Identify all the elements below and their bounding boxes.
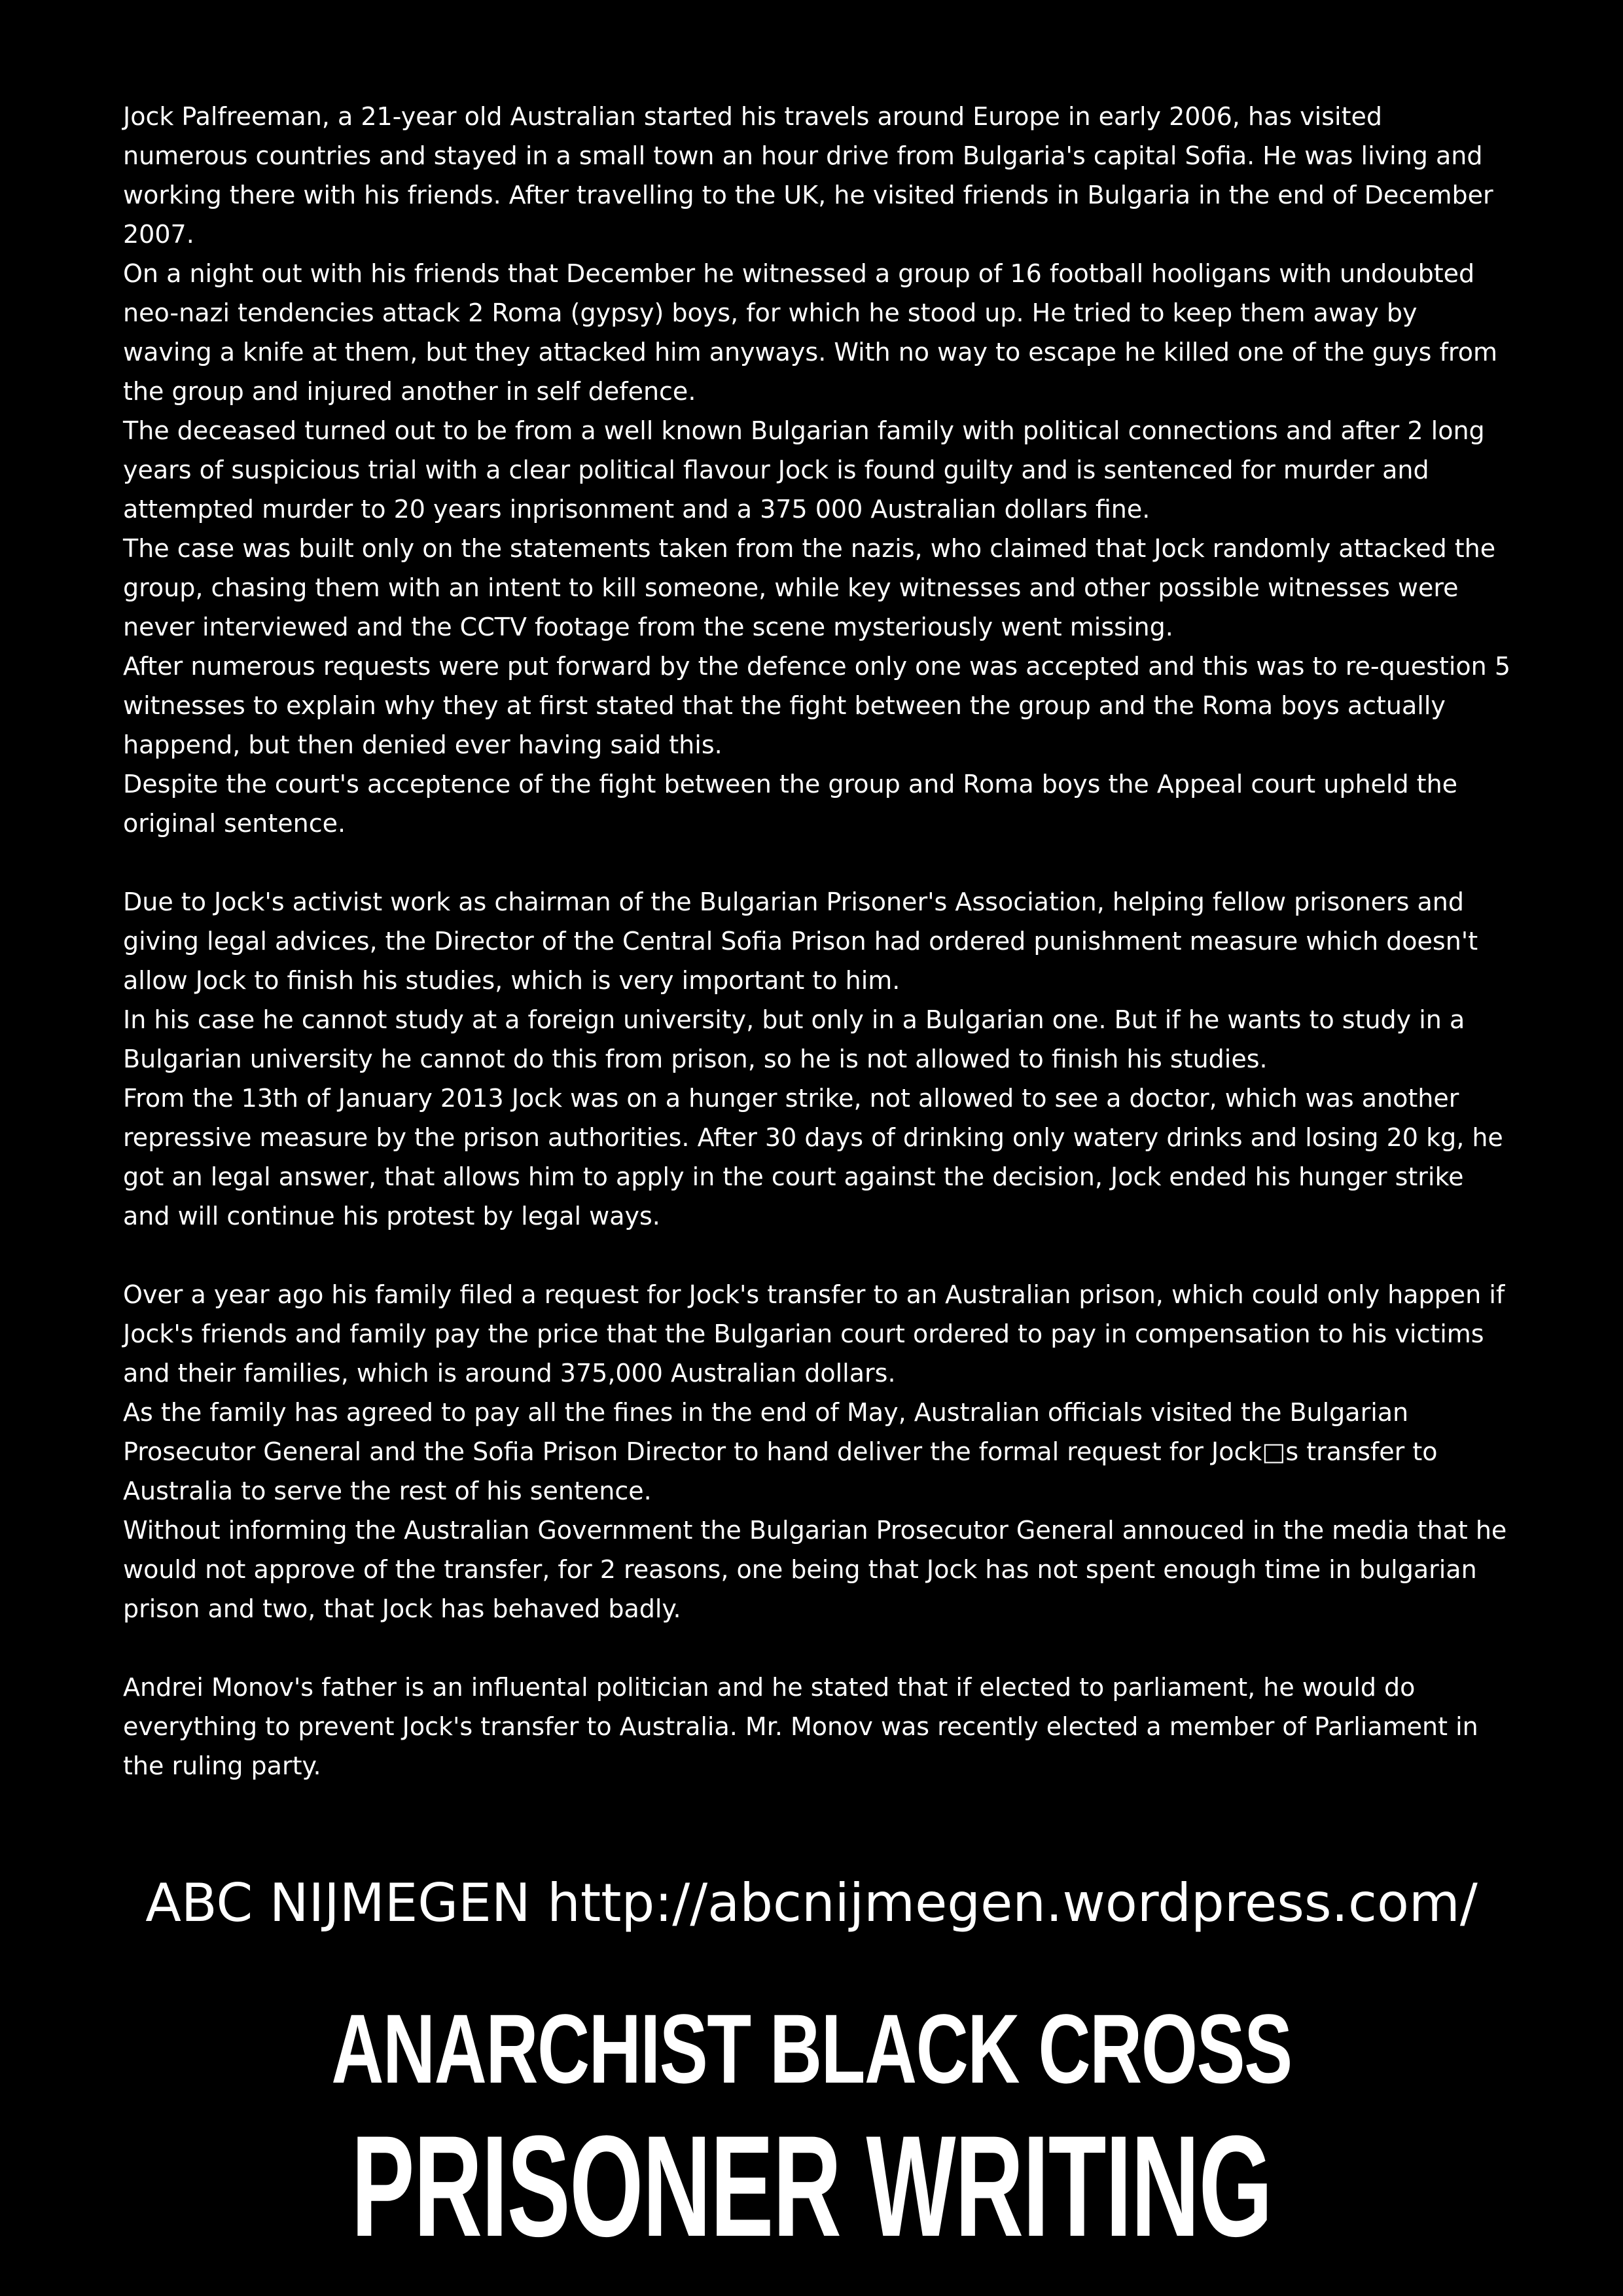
paragraph: The case was built only on the statements taken from the nazis, who claimed that Jock randomly attacked the group, chasing them with an intent to kill someone, while key witnesses and other possible witnesses were never interviewed and the CCTV footage from the scene mysteriously went missing.	[123, 534, 1496, 641]
section-case-background	[123, 97, 1510, 843]
paragraph: Despite the court's acceptence of the fight between the group and Roma boys the Appeal court upheld the original sentence.	[123, 770, 1458, 838]
paragraph: Due to Jock's activist work as chairman of the Bulgarian Prisoner's Association, helping fellow prisoners and giving legal advices, the Director of the Central Sofia Prison had ordered punishment measure which doesn't allow Jock to finish his studies, which is very important to him.	[123, 888, 1478, 995]
paragraph: On a night out with his friends that December he witnessed a group of 16 football hooligans with undoubted neo-nazi tendencies attack 2 Roma (gypsy) boys, for which he stood up. He tried to keep them away by waving a knife at them, but they attacked him anyways. With no way to escape he killed one of the guys from the group and injured another in self defence.	[123, 259, 1497, 406]
paragraph: From the 13th of January 2013 Jock was on a hunger strike, not allowed to see a doctor, which was another repressive measure by the prison authorities. After 30 days of drinking only watery drinks and losing 20 kg, he got an legal answer, that allows him to apply in the court against the decision, Jock ended his hunger strike and will continue his protest by legal ways.	[123, 1084, 1503, 1230]
paragraph: The deceased turned out to be from a well known Bulgarian family with political connections and after 2 long years of suspicious trial with a clear political flavour Jock is found guilty and is sentenced for murder and attempted murder to 20 years inprisonment and a 375 000 Australian dollars fine.	[123, 416, 1485, 524]
paragraph: Without informing the Australian Government the Bulgarian Prosecutor General annouced in the media that he would not approve of the transfer, for 2 reasons, one being that Jock has not spent enough time in bulgarian prison and two, that Jock has behaved badly.	[123, 1516, 1507, 1623]
abc-logo	[0, 1990, 1623, 2265]
article-body	[123, 97, 1510, 1785]
logo-subtitle-line: PRISONER WRITING	[351, 2106, 1272, 2267]
paragraph: Jock Palfreeman, a 21-year old Australian started his travels around Europe in early 2006, has visited numerous countries and stayed in a small town an hour drive from Bulgaria's capital Sofia. He was living and working there with his friends. After travelling to the UK, he visited friends in Bulgaria in the end of December 2007.	[123, 102, 1493, 249]
logo-title-line: ANARCHIST BLACK CROSS	[331, 1994, 1292, 2104]
section-monov	[123, 1668, 1510, 1785]
section-transfer-request	[123, 1275, 1510, 1628]
paragraph: Andrei Monov's father is an influental politician and he stated that if elected to parliament, he would do everything to prevent Jock's transfer to Australia. Mr. Monov was recently elected a member of Parliament in the ruling party.	[123, 1673, 1478, 1780]
paragraph: In his case he cannot study at a foreign university, but only in a Bulgarian one. But if he wants to study in a Bulgarian university he cannot do this from prison, so he is not allowed to finish his studies.	[123, 1005, 1465, 1073]
contact-line: ABC NIJMEGEN http://abcnijmegen.wordpress.com/	[145, 1873, 1478, 1933]
paragraph: After numerous requests were put forward by the defence only one was accepted and this was to re-question 5 witnesses to explain why they at first stated that the fight between the group and the Roma boys actually happend, but then denied ever having said this.	[123, 652, 1511, 759]
section-prison-activism	[123, 882, 1510, 1236]
paragraph: Over a year ago his family filed a request for Jock's transfer to an Australian prison, which could only happen if Jock's friends and family pay the price that the Bulgarian court ordered to pay in compensation to his victims and their families, which is around 375,000 Australian dollars.	[123, 1280, 1505, 1388]
paragraph: As the family has agreed to pay all the fines in the end of May, Australian officials visited the Bulgarian Prosecutor General and the Sofia Prison Director to hand deliver the formal request for Jock□s transfer to Australia to serve the rest of his sentence.	[123, 1398, 1438, 1505]
